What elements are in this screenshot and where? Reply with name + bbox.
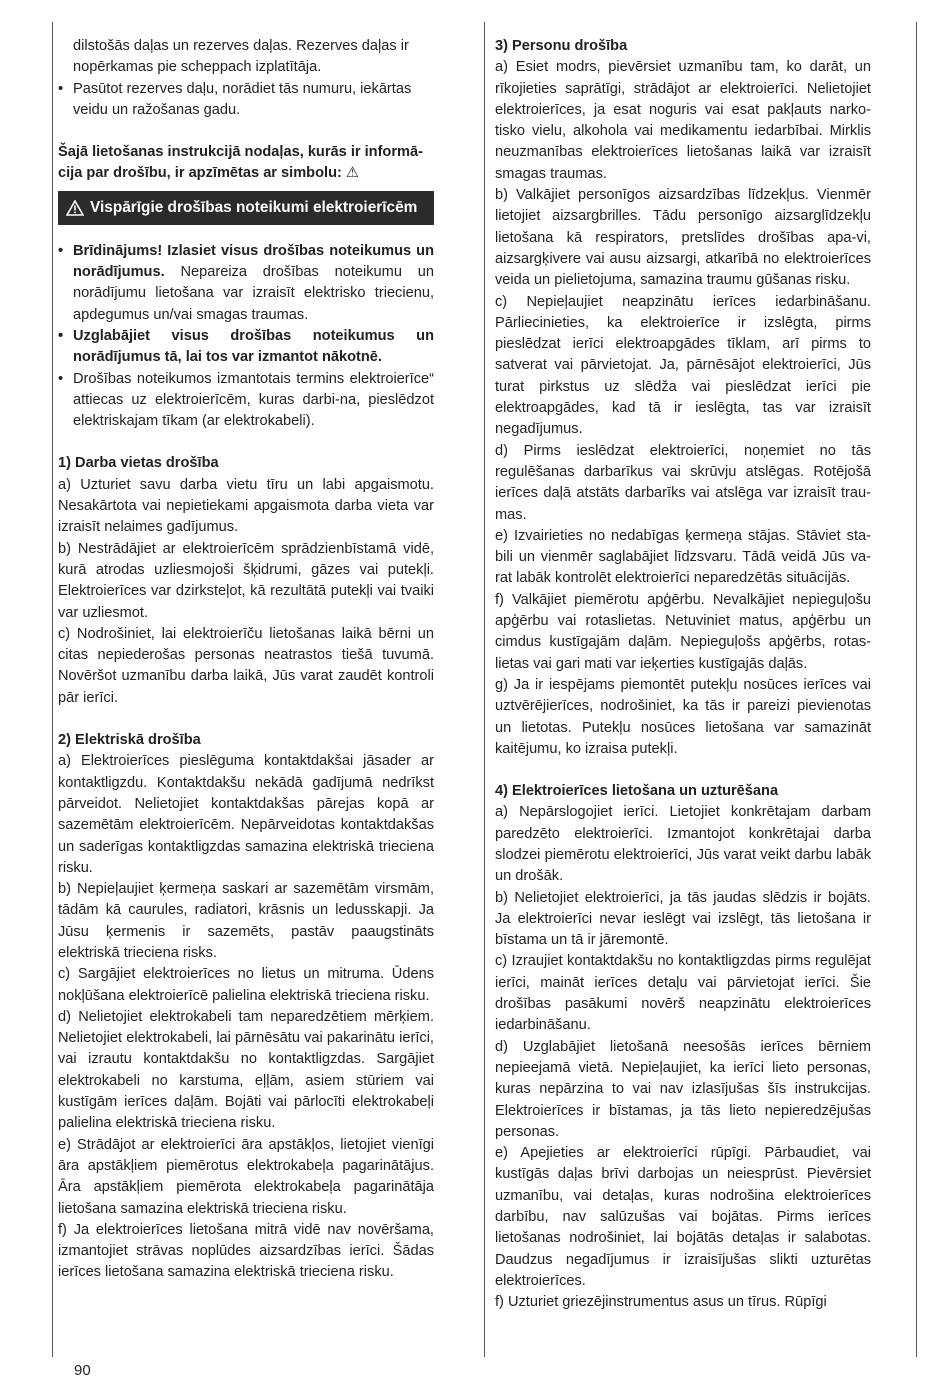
- section-title: 4) Elektroierīces lietošana un uzturēšana: [495, 783, 779, 800]
- symbol-note: Šajā lietošanas instrukcijā nodaļas, kurās ir informā-: [58, 144, 423, 161]
- list-item: • Uzglabājiet visus drošības noteikumus un norādījumus tā, lai tos var izmantot nākotnē.: [58, 326, 434, 369]
- section-banner: [58, 191, 434, 225]
- warning-icon: [66, 200, 84, 216]
- paragraph: b) Nelietojiet elektroierīci, ja tās jaudas slēdzis ir bojāts. Ja elektroierīci nevar ieslēgt vai izslēgt, tās lietošana ir bīstama un tā ir jāremontē.: [495, 889, 871, 949]
- intro-list: [58, 79, 434, 122]
- paragraph: c) Nodrošiniet, lai elektroierīču lietošanas laikā bērni un citas nepiederošas personas neatrastos tiešā tuvumā. Novēršot uzmanību darba laikā, Jūs varat zaudēt kontroli pār ierīci.: [58, 625, 434, 706]
- banner-title: Vispārīgie drošības noteikumi elektroierīcēm: [90, 198, 418, 216]
- right-column: [495, 36, 871, 1314]
- paragraph: c) Nepieļaujiet neapzinātu ierīces iedarbināšanu. Pārliecinieties, ka elektroierīce ir izslēgta, pirms pieslēdzat ierīci elektroapgādes tīklam, arī pirms to satverat vai pārvietojat. Ja, pārnēsājot elektroierīci, Jūs turat pirkstus uz slēdža vai pieslēdzat ierīci pie elektroapgādes, kad tā ir ieslēgta, tas var izraisīt negadījumus.: [495, 293, 871, 438]
- paragraph: c) Sargājiet elektroierīces no lietus un mitruma. Ūdens nokļūšana elektroierīcē palielina elektriskā trieciena risku.: [58, 966, 434, 1004]
- column-divider-line: [484, 22, 485, 1357]
- paragraph: f) Valkājiet piemērotu apģērbu. Nevalkājiet nepieguļošu apģērbu vai rotaslietas. Netuviniet matus, apģērbu un cimdus kustīgajām daļām. Nepieguļošs apģērbs, rotas-lietas vai gari mati var ieķerties kustīgajās daļās.: [495, 591, 871, 672]
- paragraph: c) Izraujiet kontaktdakšu no kontaktligzdas pirms regulējat ierīci, maināt ierīces detaļu vai pārvietojat ierīci. Šie drošības pasākumi novērš neapzinātu elektroierīces iedarbināšanu.: [495, 953, 871, 1034]
- section-title: 1) Darba vietas drošība: [58, 455, 219, 472]
- right-margin-line: [916, 22, 917, 1357]
- paragraph: a) Esiet modrs, pievērsiet uzmanību tam, ko darāt, un rīkojieties saprātīgi, strādājot ar elektroierīci. Nelietojiet elektroierīces, ja esat noguris vai esat pakļauts narko-tisko vielu, alkohola vai medikamentu iedarbībai. Mirklis neuzmanības elektroierīces lietošanas laikā var izraisīt smagas traumas.: [495, 59, 871, 182]
- paragraph: b) Nestrādājiet ar elektroierīcēm sprādzienbīstamā vidē, kurā atrodas uzliesmojoši šķidrumi, gāzes vai putekļi. Elektroierīces var dzirksteļot, kā rezultātā putekļi vai tvaiki var uzliesmot.: [58, 540, 434, 621]
- paragraph: a) Nepārslogojiet ierīci. Lietojiet konkrētajam darbam paredzēto elektroierīci. Izmantojot konkrētajai darba slodzei piemērotu elektroierīci, Jūs varat veikt darbu labāk un drošāk.: [495, 804, 871, 885]
- warning-list: [58, 241, 434, 433]
- paragraph: b) Valkājiet personīgos aizsardzības līdzekļus. Vienmēr lietojiet aizsargbrilles. Tādu personīgo aizsarglīdzekļu lietošana kā respirators, pretslīdes drošības apa-vi, aizsargķivere vai ausu aizsargi, atkarībā no elektroierīces veida un pielietojuma, samazina traumu gūšanas risku.: [495, 187, 871, 289]
- paragraph: e) Izvairieties no nedabīgas ķermeņa stājas. Stāviet sta-bili un vienmēr saglabājiet līdzsvaru. Tādā veidā Jūs va-rat labāk kontrolēt elektroierīci neparedzētās situācijās.: [495, 527, 871, 587]
- paragraph: e) Strādājot ar elektroierīci āra apstākļos, lietojiet vienīgi āra apstākļiem piemērotus elektrokabeļa pagarinātājus. Āra apstākļiem piemērota elektrokabeļa pagarinātāja lietošana samazina elektriskā trieciena risku.: [58, 1136, 434, 1217]
- paragraph: f) Uzturiet griezējinstrumentus asus un tīrus. Rūpīgi: [495, 1294, 827, 1311]
- paragraph: b) Nepieļaujiet ķermeņa saskari ar sazemētām virsmām, tādām kā caurules, radiatori, krāsnis un ledusskapji. Ja Jūsu ķermenis ir sazemēts, pastāv paaugstināts elektriskā trieciena risks.: [58, 881, 434, 961]
- paragraph: a) Elektroierīces pieslēguma kontaktdakšai jāsader ar kontaktligzdu. Kontaktdakšu nekādā gadījumā nedrīkst pārveidot. Nelietojiet kontaktdakšas pārejas kopā ar sazemētām elektroierīcēm. Nepārveidotas kontaktdakšas un saderīgas kontaktligzdas samazina elektriskā trieciena risku.: [58, 753, 434, 876]
- paragraph: g) Ja ir iespējams piemontēt putekļu nosūces ierīces vai uztvērējierīces, nodrošiniet, ka tās ir pareizi pievienotas un lietotas. Putekļu nosūces lietošana var samazināt kaitējumu, ko izraisa putekļi.: [495, 676, 871, 757]
- section-title: 2) Elektriskā drošība: [58, 732, 201, 749]
- paragraph: e) Apejieties ar elektroierīci rūpīgi. Pārbaudiet, vai kustīgās daļas brīvi darbojas un neiesprūst. Pievērsiet uzmanību, vai detaļas, kuras nodrošina elektroierīces darbību, nav salūzušas vai bojātas. Pirms ierīces lietošanas nodrošiniet, lai bojātās detaļas ir salabotas. Daudzus negadījumus ir izraisījušas slikti uzturētas elektroierīces.: [495, 1145, 871, 1289]
- intro-line: dilstošās daļas un rezerves daļas. Rezerves daļas ir: [73, 38, 409, 54]
- paragraph: f) Ja elektroierīces lietošana mitrā vidē nav novēršama, izmantojiet strāvas noplūdes aizsardzības ierīci. Šādas ierīces lietošana samazina elektriskā trieciena risku.: [58, 1221, 434, 1281]
- paragraph: d) Uzglabājiet lietošanā neesošās ierīces bērniem nepieejamā vietā. Nepieļaujiet, ka ierīci lieto personas, kuras nepārzina to vai nav izlasījušas šīs instrukcijas. Elektroierīces ir bīstamas, ja tās lieto nepieredzējušas personas.: [495, 1038, 871, 1140]
- list-item: • Brīdinājums! Izlasiet visus drošības noteikumus un norādījumus. Nepareiza drošības noteikumu un norādījumu lietošana var izraisīt elektrisko triecienu, apdegumus un/vai smagas traumas.: [58, 241, 434, 326]
- paragraph: d) Nelietojiet elektrokabeli tam neparedzētiem mērķiem. Nelietojiet elektrokabeli, lai pārnēsātu vai pakarinātu ierīci, vai izrautu kontaktdakšu no kontaktligzdas. Sargājiet elektrokabeli no karstuma, eļļām, asiem stūriem vai kustīgām ierīces daļām. Bojāti vai pārlocīti elektrokabeļi palielina elektriskā trieciena risku.: [58, 1008, 434, 1132]
- intro-line: nopērkamas pie scheppach izplatītāja.: [73, 59, 322, 76]
- symbol-note: cija par drošību, ir apzīmētas ar simbolu: ⚠: [58, 165, 359, 182]
- paragraph: a) Uzturiet savu darba vietu tīru un labi apgaismotu. Nesakārtota vai nepietiekami apgaismota darba vieta var izraisīt nelaimes gadījumus.: [58, 476, 434, 536]
- left-column: [58, 36, 434, 1284]
- paragraph: d) Pirms ieslēdzat elektroierīci, noņemiet no tās regulēšanas darbarīkus vai skrūvju atslēgas. Rotējošā ierīces daļā atstāts darbarīks vai atslēga var izraisīt trau-mas.: [495, 442, 871, 523]
- list-item: • Pasūtot rezerves daļu, norādiet tās numuru, iekārtas veidu un ražošanas gadu.: [58, 79, 434, 122]
- list-item: • Drošības noteikumos izmantotais termins elektroierīce“ attiecas uz elektroierīcēm, kuras darbi-na, pieslēdzot elektriskajam tīkam (ar elektrokabeli).: [58, 369, 434, 433]
- left-margin-line: [52, 22, 53, 1357]
- section-title: 3) Personu drošība: [495, 38, 628, 54]
- page-number: 90: [74, 1362, 91, 1379]
